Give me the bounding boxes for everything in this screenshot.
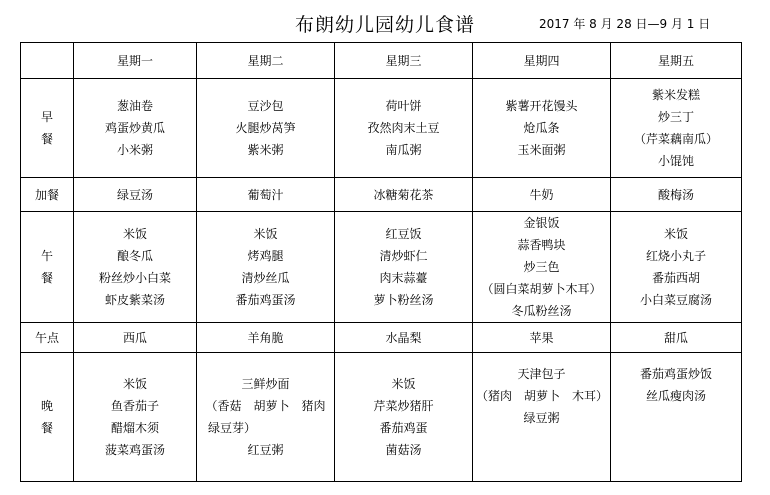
- menu-cell: 米饭 烤鸡腿 清炒丝瓜 番茄鸡蛋汤: [197, 212, 335, 323]
- menu-cell: 荷叶饼 孜然肉末土豆 南瓜粥: [335, 79, 473, 178]
- menu-cell: 牛奶: [473, 178, 611, 212]
- menu-cell: 酸梅汤: [611, 178, 742, 212]
- day-header: 星期三: [335, 43, 473, 79]
- menu-cell: 红豆饭 清炒虾仁 肉末蒜薹 萝卜粉丝汤: [335, 212, 473, 323]
- menu-cell: 米饭 芹菜炒猪肝 番茄鸡蛋 菌菇汤: [335, 353, 473, 482]
- snack-row: [21, 178, 742, 212]
- menu-cell: 紫米发糕 炒三丁 （芹菜藕南瓜） 小馄饨: [611, 79, 742, 178]
- date-range: 2017 年 8 月 28 日—9 月 1 日: [539, 17, 711, 31]
- day-header: 星期二: [197, 43, 335, 79]
- menu-cell: 西瓜: [74, 323, 197, 353]
- day-header: 星期一: [74, 43, 197, 79]
- menu-cell: 苹果: [473, 323, 611, 353]
- meal-label: 早餐: [21, 79, 74, 178]
- menu-cell: 羊角脆: [197, 323, 335, 353]
- afternoon-snack-row: [21, 323, 742, 353]
- breakfast-row: [21, 79, 742, 178]
- page-title: 布朗幼儿园幼儿食谱: [294, 14, 475, 36]
- menu-cell: 葡萄汁: [197, 178, 335, 212]
- menu-cell: 冰糖菊花茶: [335, 178, 473, 212]
- menu-cell: 米饭 酿冬瓜 粉丝炒小白菜 虾皮紫菜汤: [74, 212, 197, 323]
- lunch-row: [21, 212, 742, 323]
- meal-label: 加餐: [21, 178, 74, 212]
- menu-cell: 番茄鸡蛋炒饭 丝瓜瘦肉汤: [611, 353, 742, 482]
- menu-cell: 紫薯开花馒头 炝瓜条 玉米面粥: [473, 79, 611, 178]
- menu-cell: 天津包子 （猪肉 胡萝卜 木耳） 绿豆粥: [473, 353, 611, 482]
- menu-cell: 甜瓜: [611, 323, 742, 353]
- menu-cell: 米饭 红烧小丸子 番茄西胡 小白菜豆腐汤: [611, 212, 742, 323]
- menu-table: [20, 42, 742, 482]
- menu-cell: 三鲜炒面 （香菇 胡萝卜 猪肉 绿豆芽） 红豆粥: [197, 353, 335, 482]
- menu-cell: 绿豆汤: [74, 178, 197, 212]
- meal-label: 晚餐: [21, 353, 74, 482]
- corner-cell: [21, 43, 74, 79]
- menu-cell: 葱油卷 鸡蛋炒黄瓜 小米粥: [74, 79, 197, 178]
- day-header: 星期四: [473, 43, 611, 79]
- menu-cell: 豆沙包 火腿炒莴笋 紫米粥: [197, 79, 335, 178]
- day-header: 星期五: [611, 43, 742, 79]
- menu-cell: 金银饭 蒜香鸭块 炒三色 （圆白菜胡萝卜木耳） 冬瓜粉丝汤: [473, 212, 611, 323]
- meal-label: 午餐: [21, 212, 74, 323]
- meal-label: 午点: [21, 323, 74, 353]
- menu-cell: 米饭 鱼香茄子 醋熘木须 菠菜鸡蛋汤: [74, 353, 197, 482]
- menu-cell: 水晶梨: [335, 323, 473, 353]
- header-row: [21, 43, 742, 79]
- dinner-row: [21, 353, 742, 482]
